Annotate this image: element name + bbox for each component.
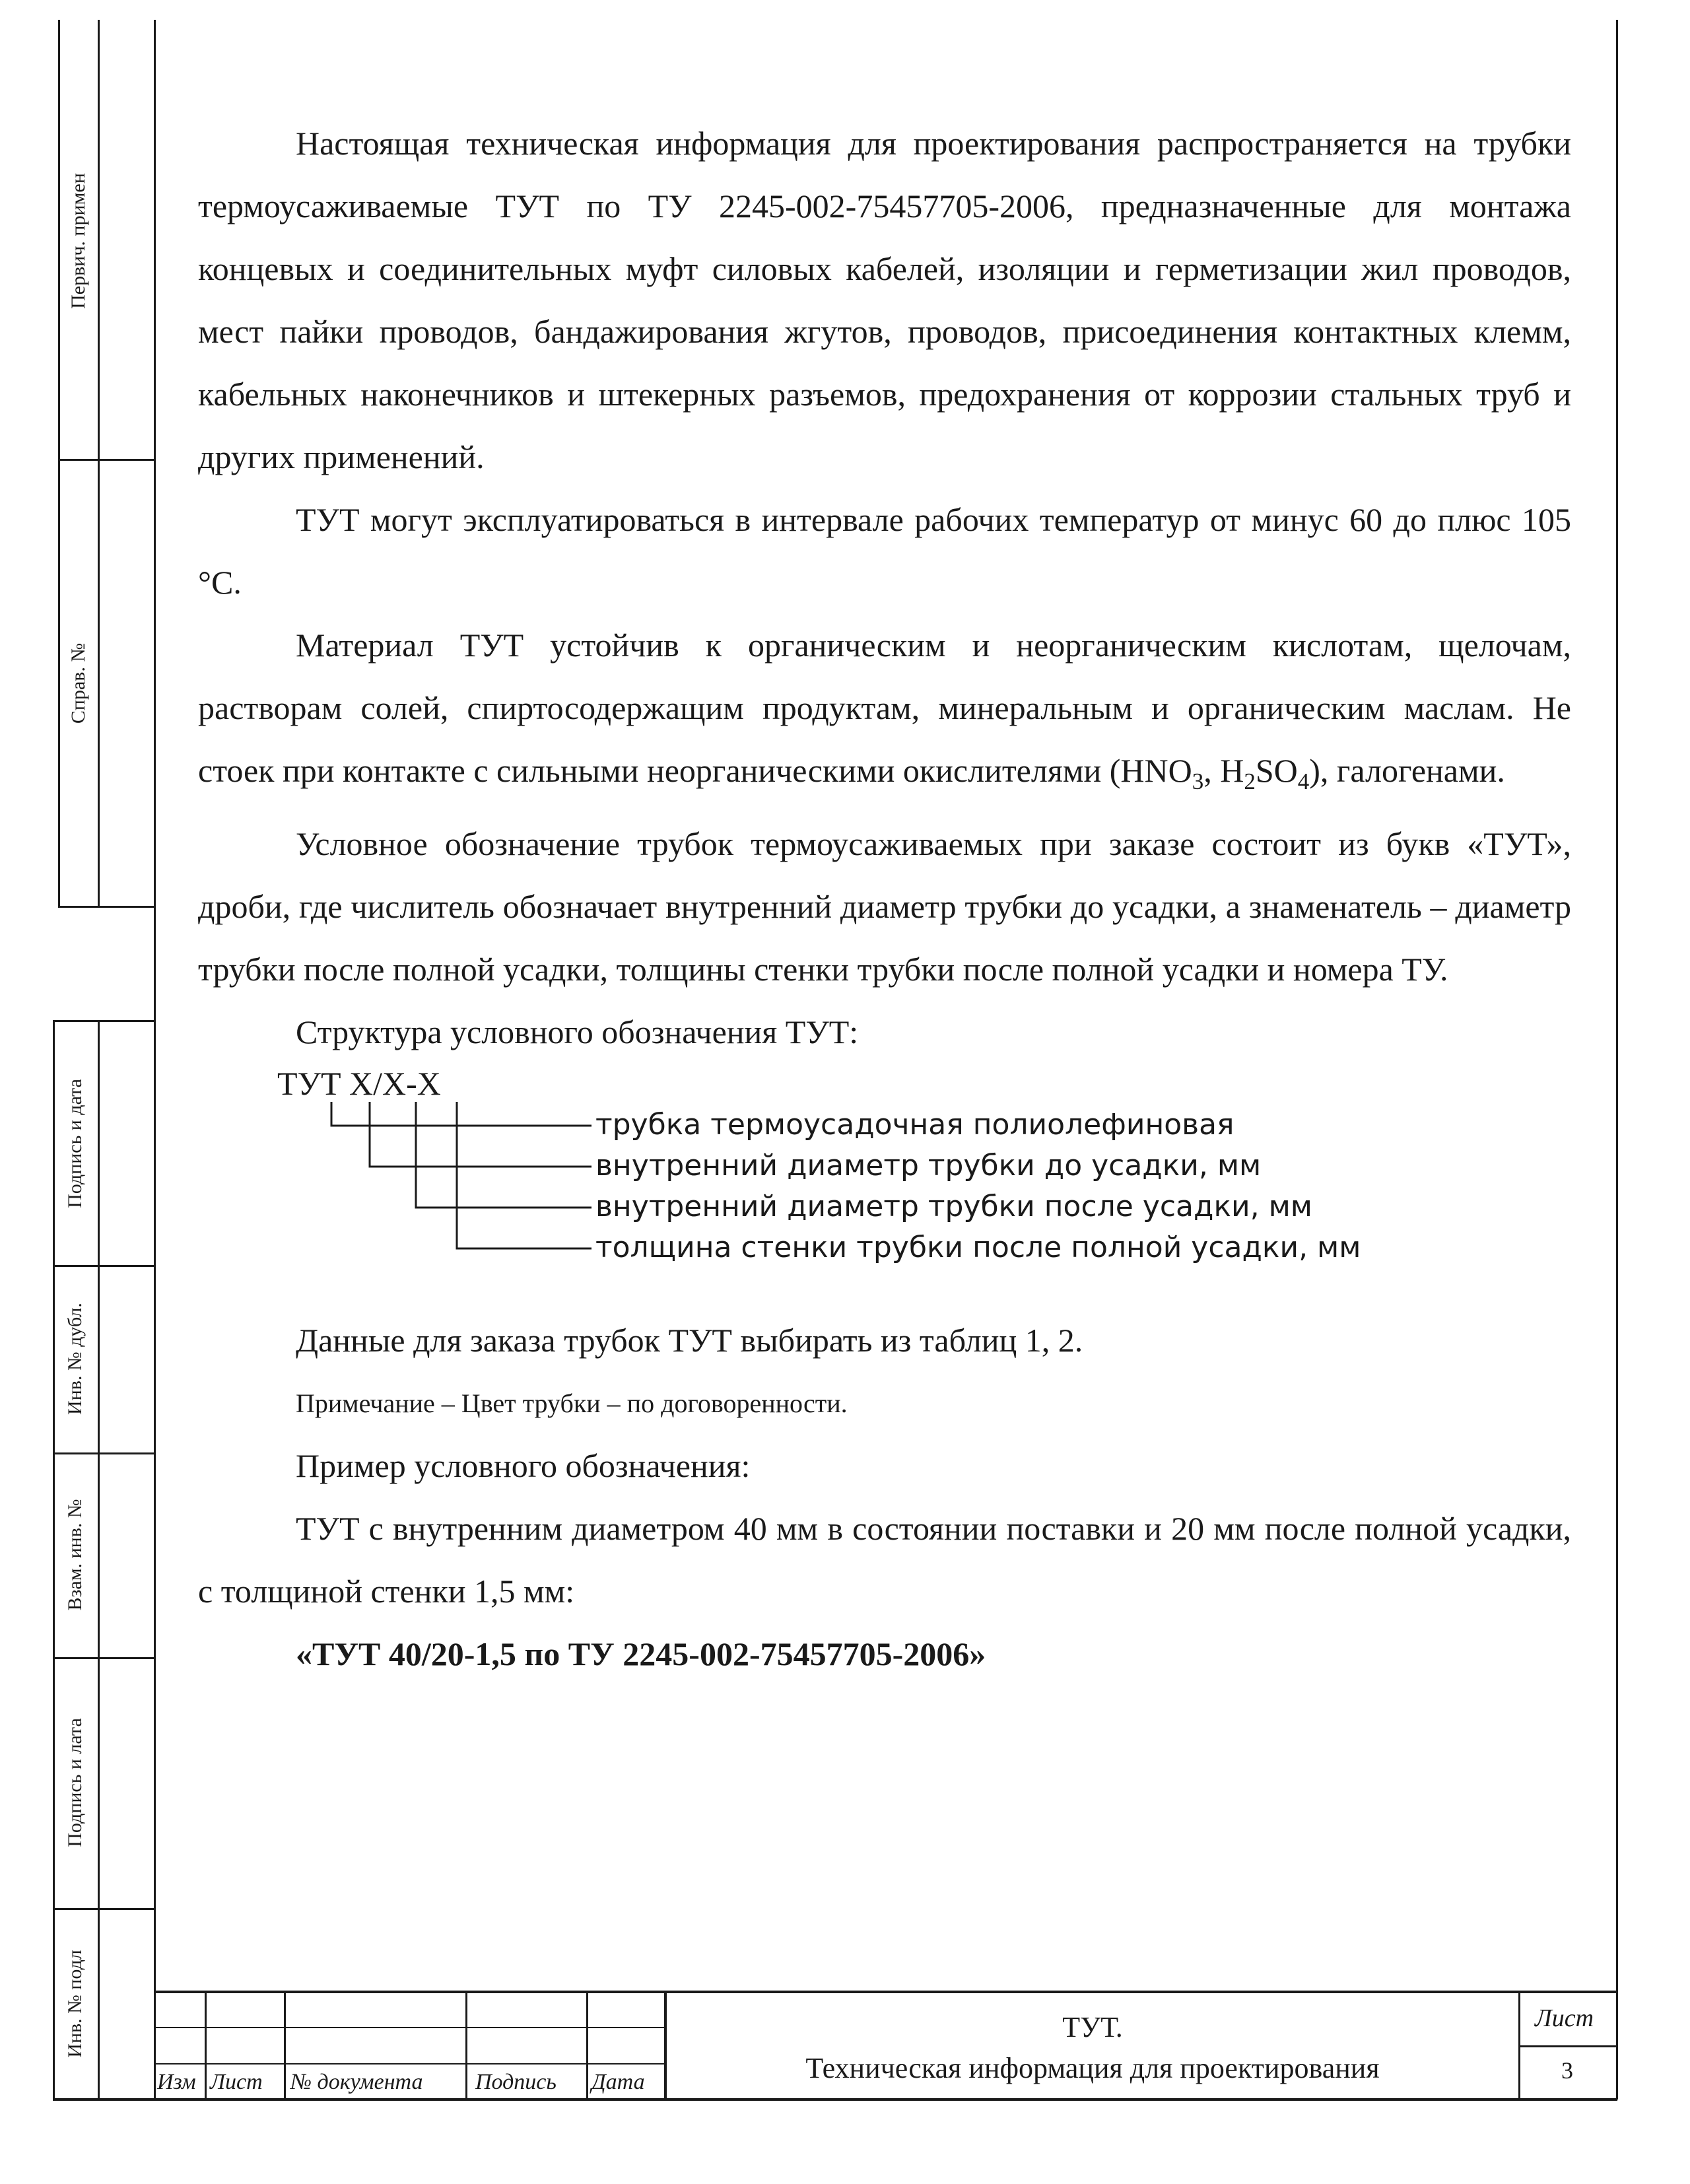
side-label-inv-podl: Инв. № подл (64, 1950, 86, 2058)
frame-line (53, 1020, 55, 2099)
frame-line (53, 1657, 156, 1659)
side-label-sprav-no: Справ. № (67, 642, 89, 724)
frame-line (154, 2027, 665, 2028)
paragraph-example: ТУТ с внутренним диаметром 40 мм в состоянии поставки и 20 мм после полной усадки, с толщиной стенки 1,5 мм: (198, 1510, 1571, 1610)
paragraph-note: Примечание – Цвет трубки – по договоренности. (296, 1388, 848, 1418)
title-block-header: Дата (592, 2070, 645, 2094)
paragraph-designation: Условное обозначение трубок термоусаживаемых при заказе состоит из букв «ТУТ», дроби, где числитель обозначает внутренний диаметр трубки до усадки, а знаменатель – диаметр трубки после полной усадки, толщины стенки трубки после полной усадки и номера ТУ. (198, 825, 1571, 988)
paragraph-material: Материал ТУТ устойчив к органическим и неорганическим кислотам, щелочам, растворам солей, спиртосодержащим продуктам, минеральным и органическим маслам. Не стоек при контакте с сильными неорганическими окислителями ($HNO_3$, $H_2SO_4$), галогенами. (198, 627, 1571, 794)
side-label-perv-primen: Первич. примен (67, 173, 89, 309)
side-label-podpis-lata: Подпись и лата (64, 1718, 86, 1847)
frame-line (53, 1265, 156, 1267)
frame-line (1616, 20, 1618, 2099)
frame-line (205, 1991, 207, 2099)
side-label-podpis-data: Подпись и дата (64, 1079, 86, 1208)
scheme-label: трубка термоусадочная полиолефиновая (595, 1108, 1234, 1142)
paragraph-structure-title: Структура условного обозначения ТУТ: (296, 1013, 859, 1050)
frame-line (58, 20, 60, 908)
title-block-header: Изм (157, 2070, 196, 2094)
title-block-header: № документа (290, 2070, 423, 2094)
frame-line (98, 1020, 100, 2099)
frame-line (1518, 2045, 1616, 2047)
frame-line (1518, 1991, 1520, 2099)
frame-line (465, 1991, 467, 2099)
scheme-label: толщина стенки трубки после полной усадки, мм (595, 1231, 1361, 1264)
frame-line (58, 906, 156, 908)
frame-line (154, 1991, 1616, 1993)
document-subtitle: Техническая информация для проектирования (805, 2052, 1380, 2084)
paragraph-order-data: Данные для заказа трубок ТУТ выбирать из таблиц 1, 2. (296, 1322, 1083, 1359)
title-block-title (667, 2007, 1518, 2089)
scheme-leader-lines (198, 1064, 660, 1309)
scheme-label: внутренний диаметр трубки после усадки, мм (595, 1190, 1312, 1223)
scheme-label: внутренний диаметр трубки до усадки, мм (595, 1149, 1262, 1182)
title-block-header: Лист (210, 2070, 263, 2094)
frame-line (53, 1452, 156, 1454)
frame-line (586, 1991, 588, 2099)
designation-scheme (198, 1064, 1571, 1309)
frame-line (98, 20, 100, 908)
frame-line (53, 1908, 156, 1910)
frame-line (53, 1020, 156, 1022)
paragraph-example-code: «ТУТ 40/20-1,5 по ТУ 2245-002-75457705-2006» (296, 1635, 986, 1672)
sheet-label: Лист (1535, 2004, 1594, 2032)
frame-line (154, 2063, 665, 2065)
side-label-vzam-inv: Взам. инв. № (64, 1499, 86, 1611)
paragraph-temperature: ТУТ могут эксплуатироваться в интервале рабочих температур от минус 60 до плюс 105 °С. (198, 501, 1571, 601)
title-block-header: Подпись (475, 2070, 557, 2094)
document-body (198, 112, 1571, 1686)
sheet-number: 3 (1561, 2057, 1573, 2084)
paragraph-scope: Настоящая техническая информация для проектирования распространяется на трубки термоусаживаемые ТУТ по ТУ 2245-002-75457705-2006, предназначенные для монтажа концевых и соединительных муфт силовых кабелей, изоляции и герметизации жил проводов, мест пайки проводов, бандажирования жгутов, проводов, присоединения контактных клемм, кабельных наконечников и штекерных разъемов, предохранения от коррозии стальных труб и других применений. (198, 125, 1571, 475)
document-title: ТУТ. (1062, 2011, 1123, 2043)
designation-code: ТУТ Х/Х-Х (277, 1065, 441, 1102)
frame-line (154, 20, 156, 2099)
paragraph-example-title: Пример условного обозначения: (296, 1447, 751, 1484)
side-label-inv-dubl: Инв. № дубл. (64, 1303, 86, 1415)
frame-line (53, 2098, 1617, 2101)
frame-line (284, 1991, 286, 2099)
frame-line (58, 459, 154, 461)
